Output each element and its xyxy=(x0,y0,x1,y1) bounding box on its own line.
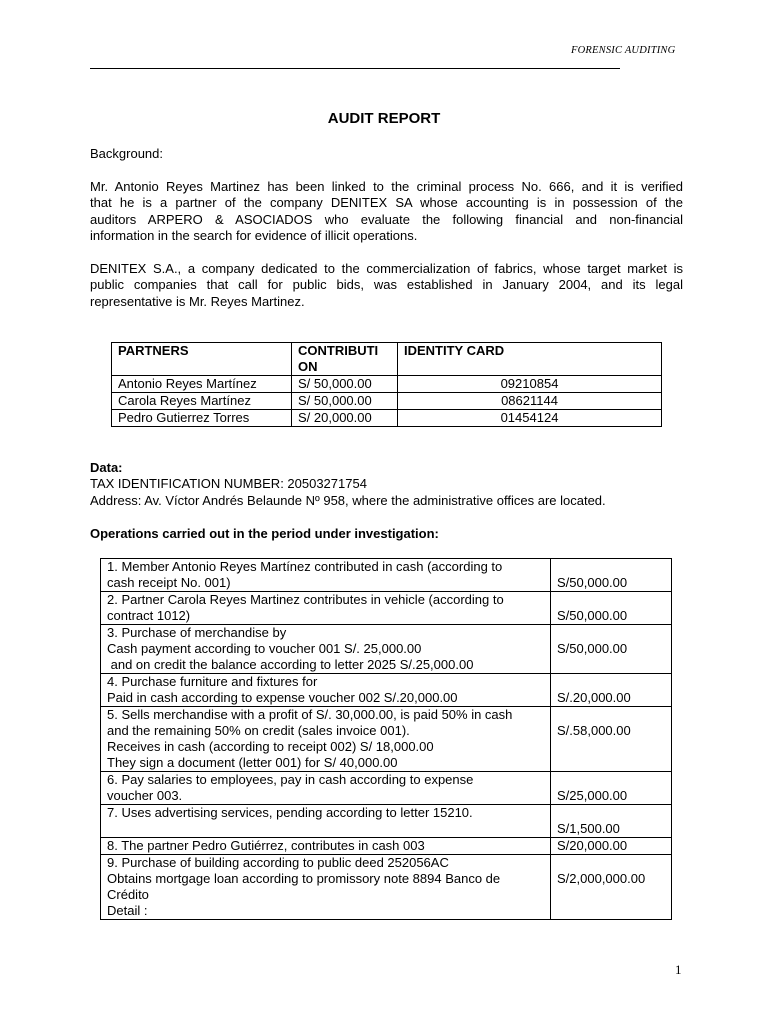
page-title: AUDIT REPORT xyxy=(327,110,441,127)
paragraph-2-line: public companies that call for public bids, was established in January 2004, and its legal xyxy=(90,277,683,293)
table-row xyxy=(101,592,672,625)
operation-line: 9. Purchase of building according to public deed 252056AC xyxy=(107,855,449,870)
operation-line: Paid in cash according to expense voucher 002 S/.20,000.00 xyxy=(107,690,458,705)
operation-line: Crédito xyxy=(107,887,149,902)
operation-line: voucher 003. xyxy=(107,788,183,803)
operation-line: 4. Purchase furniture and fixtures for xyxy=(107,674,318,689)
operation-line: 6. Pay salaries to employees, pay in cash according to expense xyxy=(107,772,474,787)
paragraph-1-line: Mr. Antonio Reyes Martinez has been linked to the criminal process No. 666, and it is verified xyxy=(90,179,683,194)
operation-description xyxy=(101,772,551,805)
partner-name: Carola Reyes Martínez xyxy=(112,393,292,410)
operation-description xyxy=(101,838,551,855)
paragraph-1-line: information in the search for evidence of illicit operations. xyxy=(90,227,418,243)
header-rule xyxy=(90,68,620,69)
operation-line: and the remaining 50% on credit (sales invoice 001). xyxy=(107,723,410,738)
table-row xyxy=(101,625,672,674)
tax-id: TAX IDENTIFICATION NUMBER: 20503271754 xyxy=(90,476,367,492)
background-label: Background: xyxy=(90,146,163,161)
table-row xyxy=(101,559,672,592)
operation-amount: S/2,000,000.00 xyxy=(551,855,672,920)
operations-heading: Operations carried out in the period under investigation: xyxy=(90,526,439,541)
partners-header-row xyxy=(112,343,662,376)
operation-line: and on credit the balance according to letter 2025 S/.25,000.00 xyxy=(107,657,474,672)
operation-description xyxy=(101,707,551,772)
page-number: 1 xyxy=(675,962,682,977)
partner-identity-card: 01454124 xyxy=(398,410,662,427)
partner-contribution: S/ 50,000.00 xyxy=(292,393,398,410)
partner-identity-card: 08621144 xyxy=(398,393,662,410)
operation-line: Receives in cash (according to receipt 002) S/ 18,000.00 xyxy=(107,739,434,754)
table-row xyxy=(101,805,672,838)
paragraph-1-line: auditors ARPERO & ASOCIADOS who evaluate the following financial and non-financial xyxy=(90,211,683,227)
operation-line: 3. Purchase of merchandise by xyxy=(107,625,287,640)
operation-line: 5. Sells merchandise with a profit of S/. 30,000.00, is paid 50% in cash xyxy=(107,707,513,722)
address: Address: Av. Víctor Andrés Belaunde Nº 958, where the administrative offices are located. xyxy=(90,492,606,508)
table-row xyxy=(112,410,662,427)
paragraph-2-line: representative is Mr. Reyes Martinez. xyxy=(90,293,305,309)
contribution-col-header xyxy=(292,343,398,376)
operation-amount: S/.20,000.00 xyxy=(551,674,672,707)
operation-description xyxy=(101,625,551,674)
table-row xyxy=(101,707,672,772)
operation-amount: S/50,000.00 xyxy=(551,592,672,625)
operation-line: cash receipt No. 001) xyxy=(107,575,231,590)
operation-line: Obtains mortgage loan according to promissory note 8894 Banco de xyxy=(107,871,501,886)
operation-line: Cash payment according to voucher 001 S/. 25,000.00 xyxy=(107,641,422,656)
operation-description xyxy=(101,855,551,920)
table-row xyxy=(112,376,662,393)
data-label: Data: xyxy=(90,460,123,475)
operation-amount: S/20,000.00 xyxy=(551,838,672,855)
paragraph-2-line: DENITEX S.A., a company dedicated to the commercialization of fabrics, whose target market is xyxy=(90,261,683,276)
operation-description xyxy=(101,559,551,592)
partner-contribution: S/ 20,000.00 xyxy=(292,410,398,427)
running-header: FORENSIC AUDITING xyxy=(571,45,676,56)
operation-description xyxy=(101,592,551,625)
operation-amount: S/25,000.00 xyxy=(551,772,672,805)
identity-card-col-header: IDENTITY CARD xyxy=(398,343,662,376)
table-row xyxy=(112,393,662,410)
partner-identity-card: 09210854 xyxy=(398,376,662,393)
partners-col-header: PARTNERS xyxy=(112,343,292,376)
contribution-header-part: ON xyxy=(298,359,318,374)
operation-line: 8. The partner Pedro Gutiérrez, contributes in cash 003 xyxy=(107,838,425,853)
paragraph-1-line: that he is a partner of the company DENITEX SA whose accounting is in possession of the xyxy=(90,195,683,211)
operation-description xyxy=(101,674,551,707)
operation-amount: S/50,000.00 xyxy=(551,625,672,674)
table-row xyxy=(101,674,672,707)
operation-line: 7. Uses advertising services, pending according to letter 15210. xyxy=(107,805,473,820)
partner-name: Pedro Gutierrez Torres xyxy=(112,410,292,427)
partner-name: Antonio Reyes Martínez xyxy=(112,376,292,393)
table-row xyxy=(101,772,672,805)
contribution-header-part: CONTRIBUTI xyxy=(298,343,379,358)
operations-table xyxy=(100,558,672,920)
table-row xyxy=(101,838,672,855)
operation-line: 1. Member Antonio Reyes Martínez contributed in cash (according to xyxy=(107,559,503,574)
operation-amount: S/1,500.00 xyxy=(551,805,672,838)
operation-amount: S/50,000.00 xyxy=(551,559,672,592)
operation-amount: S/.58,000.00 xyxy=(551,707,672,772)
operation-line: 2. Partner Carola Reyes Martinez contributes in vehicle (according to xyxy=(107,592,504,607)
partners-table xyxy=(111,342,662,427)
data-section xyxy=(90,460,683,509)
operation-line: They sign a document (letter 001) for S/ 40,000.00 xyxy=(107,755,398,770)
operation-line: Detail : xyxy=(107,903,148,918)
operation-line: contract 1012) xyxy=(107,608,191,623)
table-row xyxy=(101,855,672,920)
operation-line xyxy=(107,821,544,837)
paragraph-1 xyxy=(90,179,683,244)
partner-contribution: S/ 50,000.00 xyxy=(292,376,398,393)
operation-description xyxy=(101,805,551,838)
paragraph-2 xyxy=(90,261,683,310)
